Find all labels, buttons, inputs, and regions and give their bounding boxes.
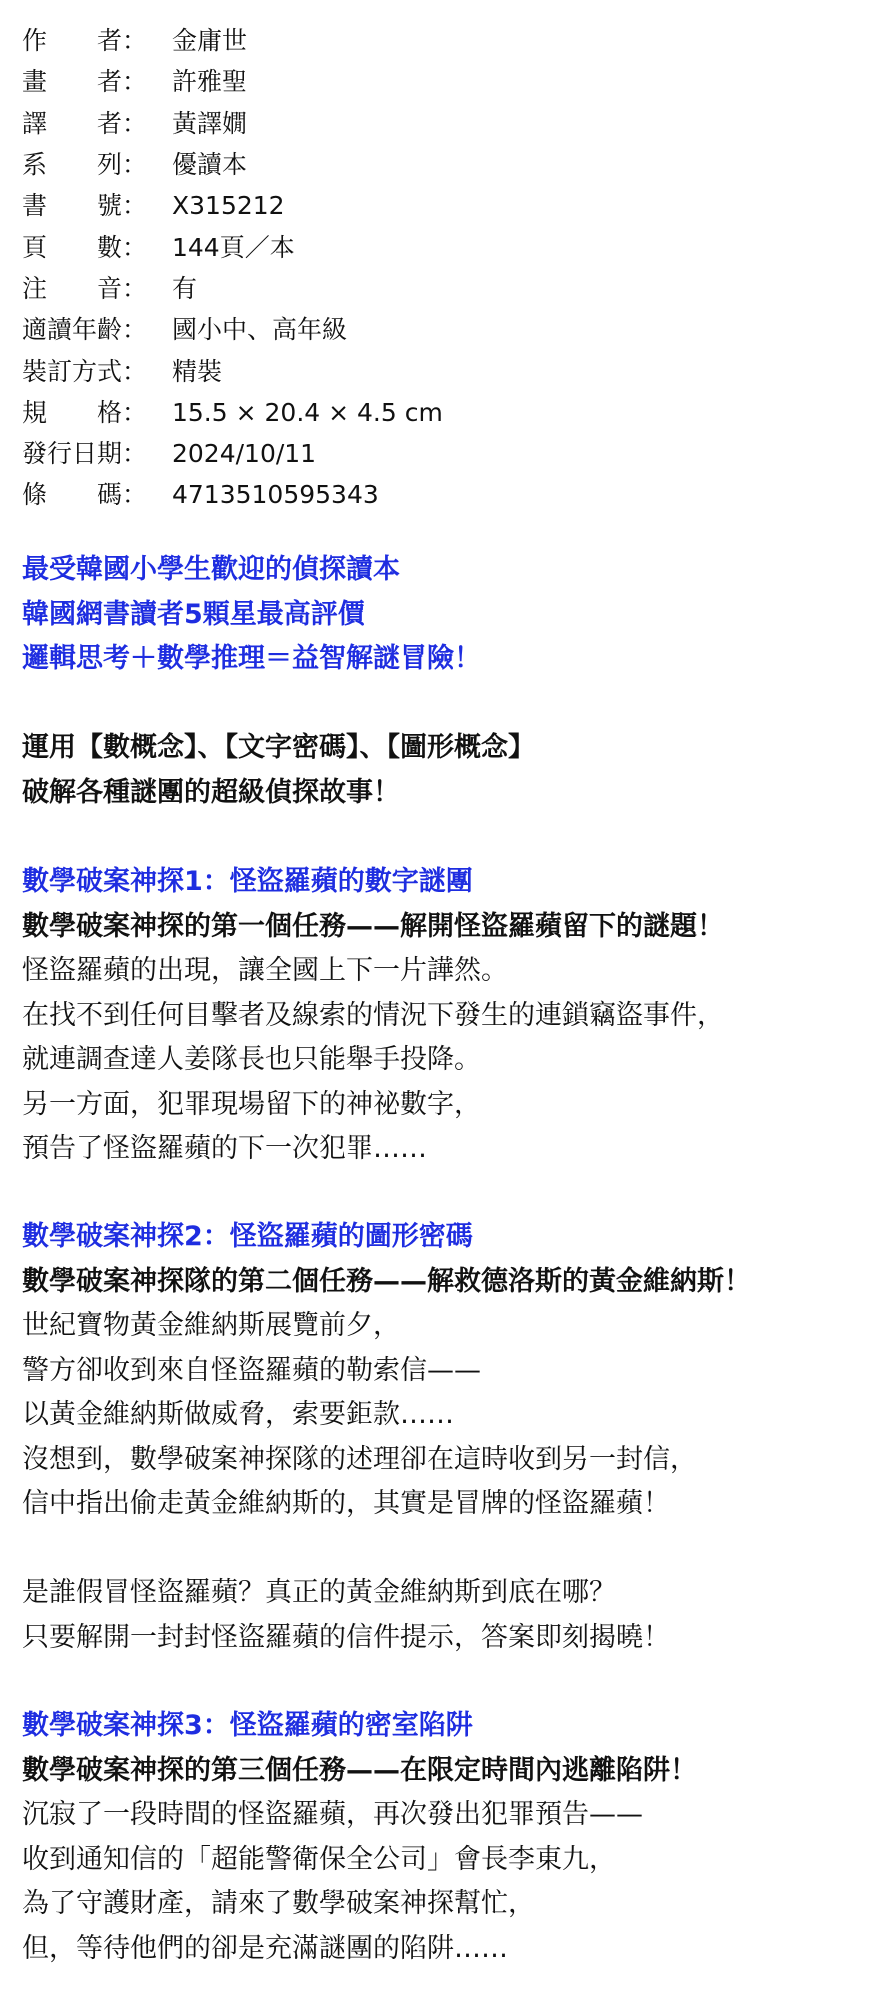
meta-row-author <box>22 20 443 61</box>
book2-subtitle: 數學破案神探隊的第二個任務——解救德洛斯的黃金維納斯！ <box>22 1265 751 1297</box>
book1-section <box>22 860 872 1172</box>
book2-teaser <box>22 1571 872 1660</box>
book2-teaser-line: 是誰假冒怪盜羅蘋？真正的黃金維納斯到底在哪？ <box>22 1577 616 1608</box>
highlights-block <box>22 548 872 682</box>
meta-label: 頁 數： <box>22 232 148 262</box>
meta-row-release-date <box>22 433 443 474</box>
book2-teaser-line: 只要解開一封封怪盜羅蘋的信件提示，答案即刻揭曉！ <box>22 1621 670 1653</box>
meta-value: 許雅聖 <box>172 67 248 97</box>
meta-value: 有 <box>172 273 198 303</box>
book-meta-table <box>22 20 443 516</box>
meta-label: 譯 者： <box>22 108 148 138</box>
meta-value: X315212 <box>172 191 285 221</box>
book1-body-line: 怪盜羅蘋的出現，讓全國上下一片譁然。 <box>22 955 508 986</box>
meta-value: 4713510595343 <box>172 480 379 510</box>
meta-value: 黃譯嫺 <box>172 108 248 138</box>
book2-body-line: 警方卻收到來自怪盜羅蘋的勒索信—— <box>22 1354 481 1386</box>
meta-row-illustrator <box>22 61 443 102</box>
book2-title: 數學破案神探2：怪盜羅蘋的圖形密碼 <box>22 1221 473 1252</box>
highlight-line: 最受韓國小學生歡迎的偵探讀本 <box>22 554 400 585</box>
book1-body-line: 就連調查達人姜隊長也只能舉手投降。 <box>22 1044 481 1075</box>
book1-title: 數學破案神探1：怪盜羅蘋的數字謎團 <box>22 866 473 897</box>
book3-body-line: 但，等待他們的卻是充滿謎團的陷阱…… <box>22 1932 508 1964</box>
meta-row-book-number <box>22 185 443 226</box>
book3-body-line: 收到通知信的「超能警衛保全公司」會長李東九， <box>22 1843 616 1875</box>
book3-section <box>22 1704 872 1971</box>
meta-label: 發行日期： <box>22 439 148 469</box>
book1-body-line: 另一方面，犯罪現場留下的神祕數字， <box>22 1088 481 1120</box>
intro-block <box>22 726 872 815</box>
meta-label: 畫 者： <box>22 67 148 97</box>
meta-row-binding <box>22 350 443 391</box>
meta-row-barcode <box>22 474 443 515</box>
meta-label: 系 列： <box>22 150 148 180</box>
meta-row-age <box>22 309 443 350</box>
intro-line: 破解各種謎團的超級偵探故事！ <box>22 776 400 808</box>
meta-label: 規 格： <box>22 397 148 427</box>
book2-body-line: 信中指出偷走黃金維納斯的，其實是冒牌的怪盜羅蘋！ <box>22 1488 670 1519</box>
book3-title: 數學破案神探3：怪盜羅蘋的密室陷阱 <box>22 1710 473 1741</box>
meta-row-dimensions <box>22 392 443 433</box>
meta-value: 金庸世 <box>172 26 248 56</box>
meta-value: 15.5 × 20.4 × 4.5 cm <box>172 397 443 427</box>
book1-body-line: 在找不到任何目擊者及線索的情況下發生的連鎖竊盜事件， <box>22 999 724 1031</box>
meta-value: 優讀本 <box>172 150 248 180</box>
book2-section <box>22 1215 872 1527</box>
book1-subtitle: 數學破案神探的第一個任務——解開怪盜羅蘋留下的謎題！ <box>22 910 724 942</box>
book2-body-line: 沒想到，數學破案神探隊的述理卻在這時收到另一封信， <box>22 1443 697 1475</box>
meta-label: 裝訂方式： <box>22 356 148 386</box>
meta-value: 144頁／本 <box>172 232 295 262</box>
book3-body-line: 為了守護財產，請來了數學破案神探幫忙， <box>22 1888 535 1919</box>
meta-row-phonetic <box>22 268 443 309</box>
highlight-line: 韓國網書讀者5顆星最高評價 <box>22 598 365 630</box>
meta-row-pages <box>22 226 443 267</box>
meta-label: 適讀年齡： <box>22 315 148 345</box>
book2-body-line: 以黃金維納斯做威脅，索要鉅款…… <box>22 1399 454 1430</box>
meta-label: 書 號： <box>22 191 148 221</box>
meta-label: 作 者： <box>22 26 148 56</box>
meta-row-translator <box>22 103 443 144</box>
meta-row-series <box>22 144 443 185</box>
meta-value: 國小中、高年級 <box>172 315 348 345</box>
book3-body-line: 沉寂了一段時間的怪盜羅蘋，再次發出犯罪預告—— <box>22 1799 643 1830</box>
meta-value: 精裝 <box>172 356 223 386</box>
meta-label: 注 音： <box>22 273 148 303</box>
book1-body-line: 預告了怪盜羅蘋的下一次犯罪…… <box>22 1133 427 1164</box>
highlight-line: 邏輯思考＋數學推理＝益智解謎冒險！ <box>22 643 481 674</box>
meta-label: 條 碼： <box>22 480 148 510</box>
book2-body-line: 世紀寶物黃金維納斯展覽前夕， <box>22 1310 400 1341</box>
meta-value: 2024/10/11 <box>172 439 317 469</box>
intro-line: 運用【數概念】、【文字密碼】、【圖形概念】 <box>22 732 535 763</box>
book3-subtitle: 數學破案神探的第三個任務——在限定時間內逃離陷阱！ <box>22 1754 697 1786</box>
